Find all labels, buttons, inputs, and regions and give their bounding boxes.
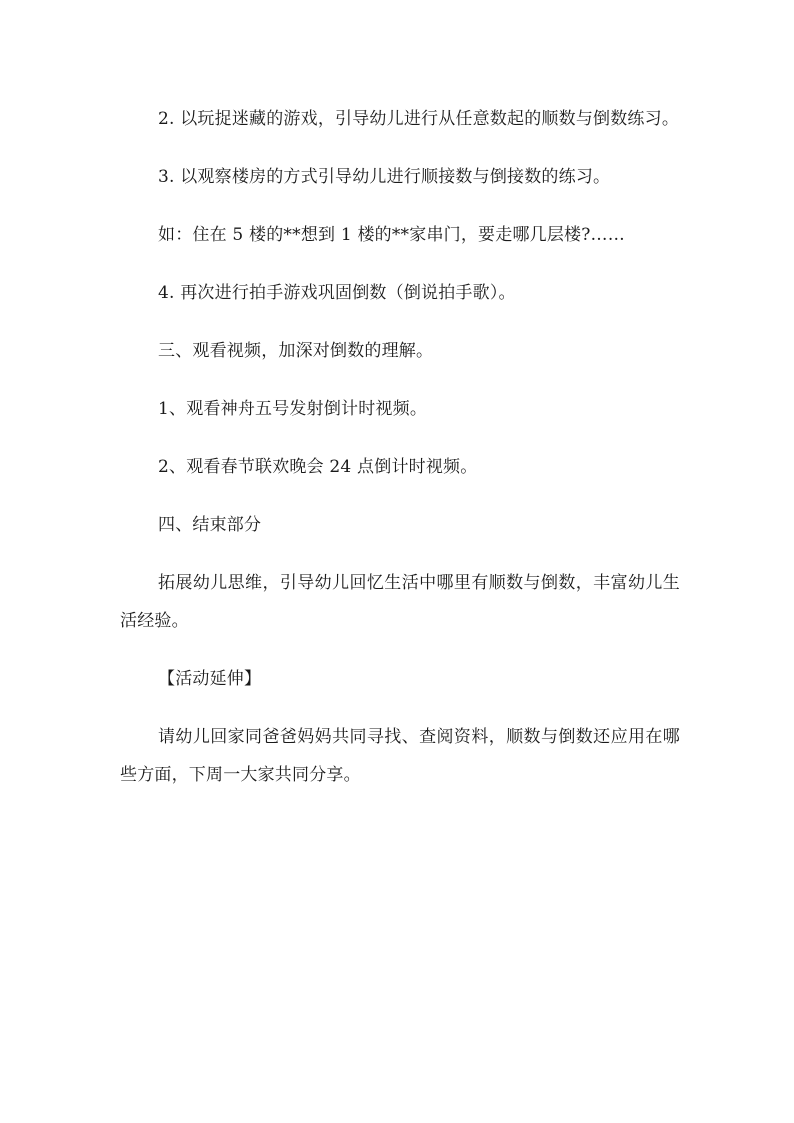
paragraph-conclusion: 拓展幼儿思维，引导幼儿回忆生活中哪里有顺数与倒数，丰富幼儿生活经验。: [120, 573, 680, 631]
section-heading-3: 三、观看视频，加深对倒数的理解。: [158, 341, 434, 361]
extension-heading: 【活动延伸】: [158, 669, 262, 689]
paragraph-extension: 请幼儿回家同爸爸妈妈共同寻找、查阅资料，顺数与倒数还应用在哪些方面，下周一大家共同分享。: [120, 727, 680, 785]
document-body: [120, 100, 680, 794]
paragraph-step-4: 4. 再次进行拍手游戏巩固倒数（倒说拍手歌）。: [158, 283, 516, 303]
section-heading-4: 四、结束部分: [158, 515, 262, 535]
paragraph-video-1: 1、观看神舟五号发射倒计时视频。: [158, 399, 428, 419]
paragraph-video-2: 2、观看春节联欢晚会 24 点倒计时视频。: [158, 457, 478, 477]
paragraph-example: 如：住在 5 楼的**想到 1 楼的**家串门，要走哪几层楼?……: [158, 225, 625, 245]
paragraph-step-3: 3. 以观察楼房的方式引导幼儿进行顺接数与倒接数的练习。: [158, 167, 611, 187]
paragraph-step-2: 2. 以玩捉迷藏的游戏，引导幼儿进行从任意数起的顺数与倒数练习。: [158, 109, 680, 129]
